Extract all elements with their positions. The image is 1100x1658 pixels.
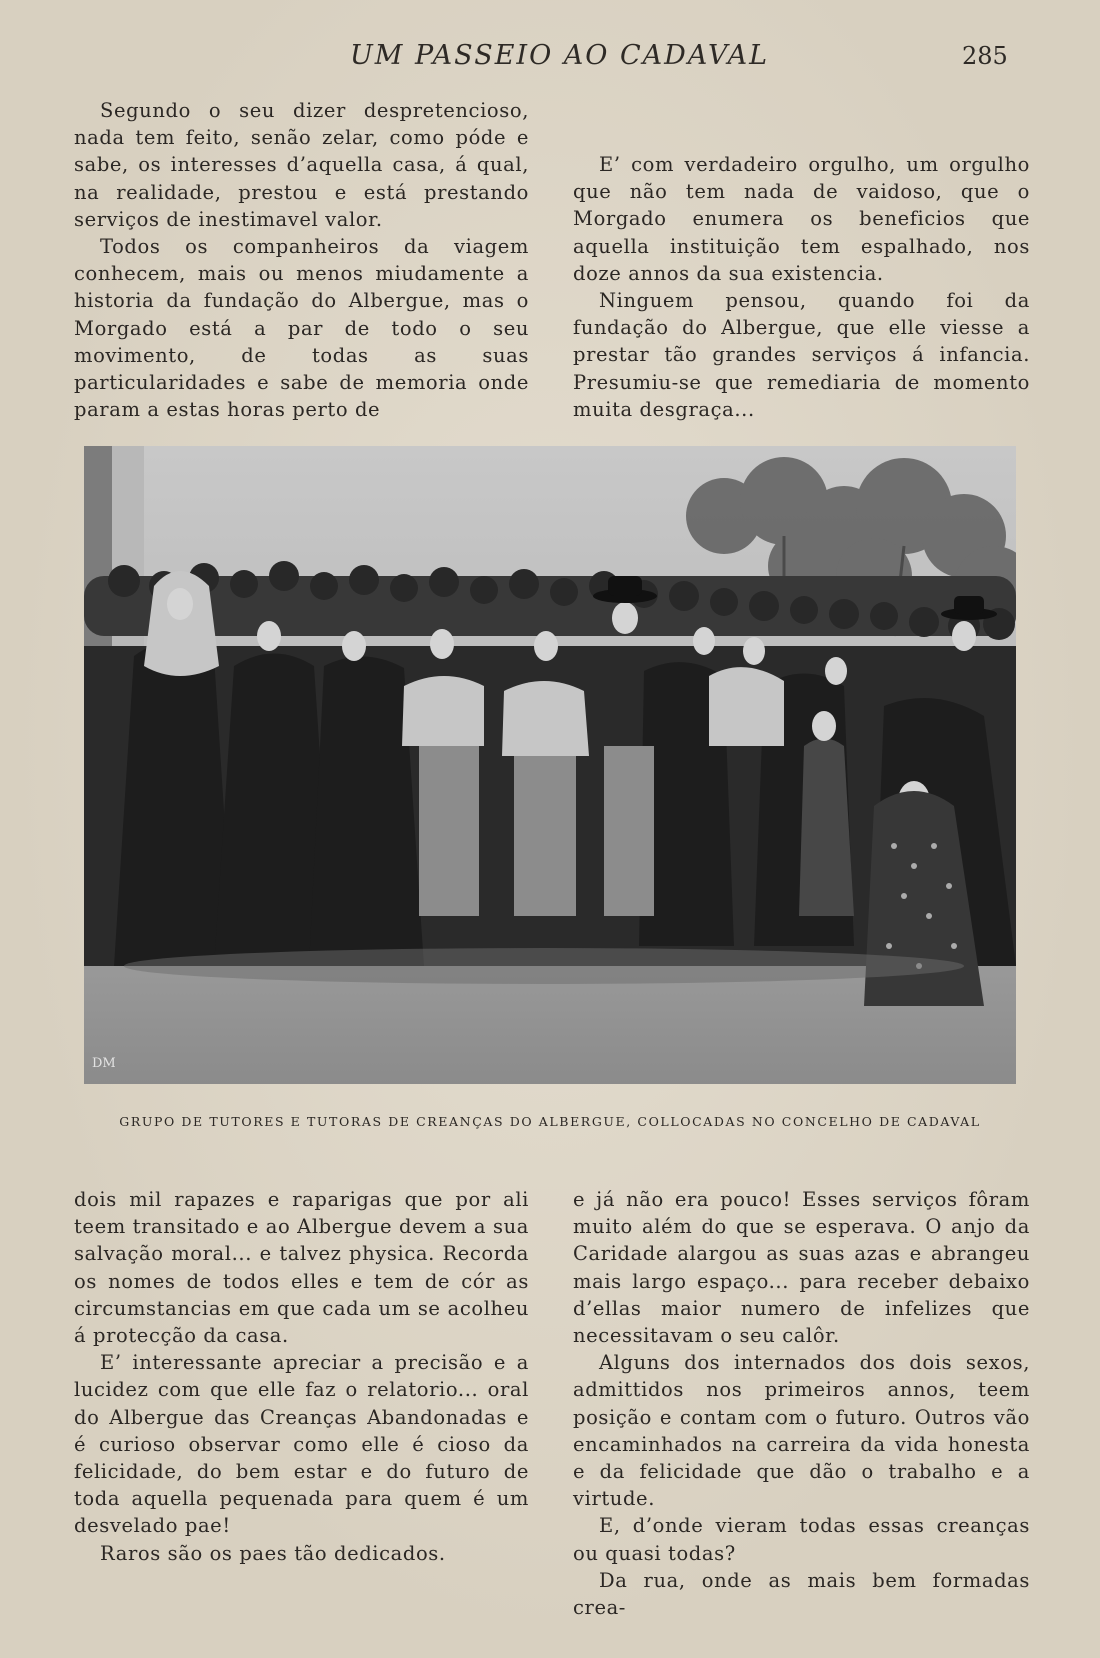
- group-photograph: [84, 446, 1016, 1084]
- group-photo-illustration: [84, 446, 1016, 1084]
- paragraph: E’ com verdadeiro orgulho, um orgulho que não tem nada de vaidoso, que o Morgado enumera os beneficios que aquella instituição tem espalhado, nos doze annos da sua existencia.: [573, 153, 1030, 285]
- paragraph: Segundo o seu dizer despretencioso, nada tem feito, senão zelar, como póde e sabe, os interesses d’aquella casa, á qual, na realidade, prestou e está prestando serviços de inestimavel valor.: [74, 99, 529, 231]
- paragraph: Raros são os paes tão dedicados.: [100, 1541, 446, 1565]
- photographer-signature: DM: [92, 1056, 116, 1071]
- page-number: 285: [962, 42, 1008, 70]
- paragraph: E’ interessante apreciar a precisão e a lucidez com que elle faz o relatorio... oral do Albergue das Creanças Abandonadas e é curioso observar como elle é cioso da felicidade, do bem estar e do futuro de toda aquella pequenada para quem é um desvelado pae!: [74, 1351, 529, 1538]
- top-right-column: [573, 151, 1030, 423]
- top-left-column: [74, 97, 529, 423]
- paragraph: Ninguem pensou, quando foi da fundação do Albergue, que elle viesse a prestar tão grandes serviços á infancia. Presumiu-se que remediaria de momento muita desgraça...: [573, 289, 1030, 421]
- paragraph: e já não era pouco! Esses serviços fôram muito além do que se esperava. O anjo da Caridade alargou as suas azas e abrangeu mais largo espaço... para receber debaixo d’ellas maior numero de infelizes que necessitavam o seu calôr.: [573, 1188, 1030, 1348]
- paragraph: Alguns dos internados dos dois sexos, admittidos nos primeiros annos, teem posição e contam com o futuro. Outros vão encaminhados na carreira da vida honesta e da felicidade que dão o trabalho e a virtude.: [573, 1351, 1030, 1511]
- paragraph: Todos os companheiros da viagem conhecem, mais ou menos miudamente a historia da fundação do Albergue, mas o Morgado está a par de todo o seu movimento, de todas as suas particularidades e sabe de memoria onde param a estas horas perto de: [74, 235, 529, 422]
- bottom-left-column: [74, 1186, 529, 1567]
- bottom-right-column: [573, 1186, 1030, 1621]
- paragraph: dois mil rapazes e raparigas que por ali teem transitado e ao Albergue devem a sua salvação moral... e talvez physica. Recorda os nomes de todos elles e tem de cór as circumstancias em que cada um se acolheu á protecção da casa.: [74, 1188, 529, 1348]
- paragraph: Da rua, onde as mais bem formadas crea-: [573, 1568, 1030, 1620]
- running-title: UM PASSEIO AO CADAVAL: [350, 40, 770, 71]
- paragraph: E, d’onde vieram todas essas creanças ou quasi todas?: [573, 1514, 1030, 1565]
- photo-caption: GRUPO DE TUTORES E TUTORAS DE CREANÇAS DO ALBERGUE, COLLOCADAS NO CONCELHO DE CADAVAL: [119, 1114, 981, 1129]
